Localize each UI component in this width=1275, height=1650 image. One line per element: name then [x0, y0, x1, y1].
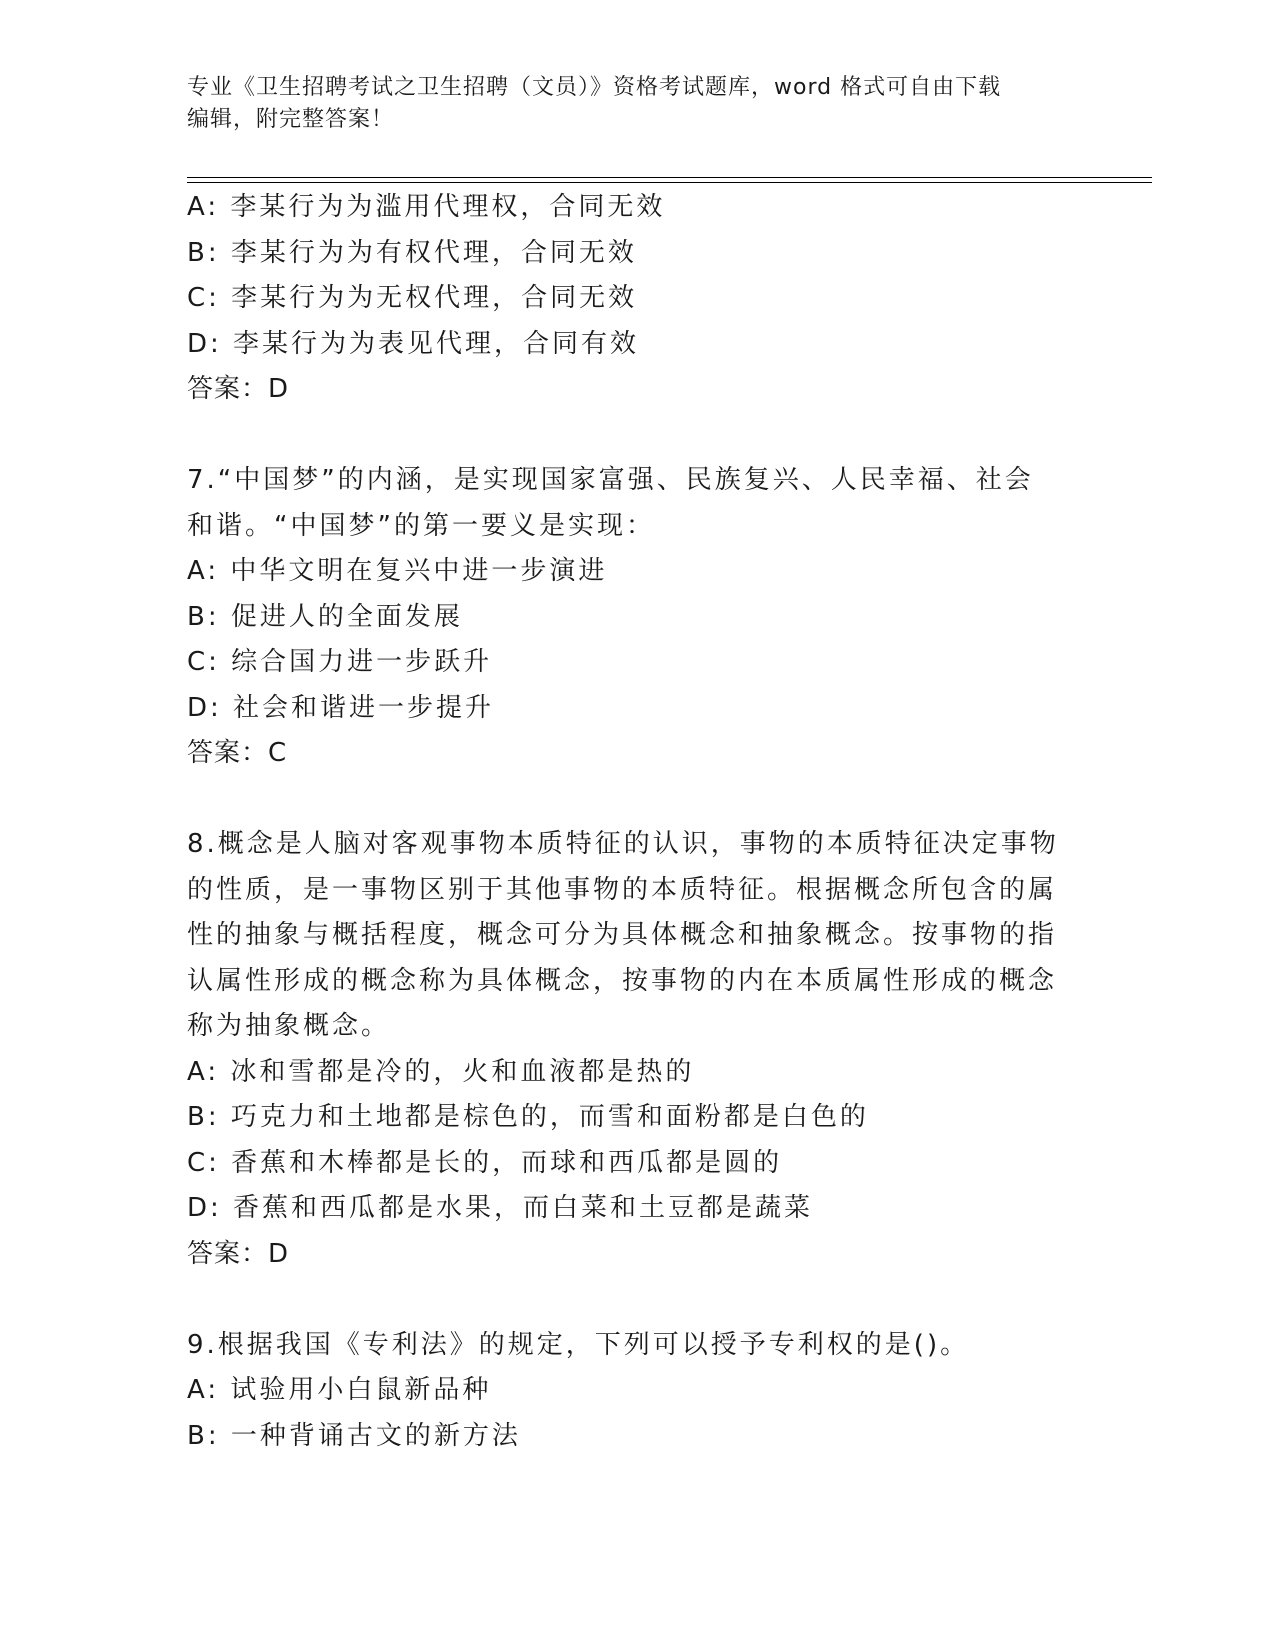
header-line-1: 专业《卫生招聘考试之卫生招聘（文员）》资格考试题库，word 格式可自由下载: [187, 75, 1002, 100]
answer-line: 答案：D: [187, 374, 290, 404]
option-c: C: 李某行为为无权代理，合同无效: [187, 283, 638, 313]
answer-line: 答案：C: [187, 738, 288, 768]
question-9: [187, 1323, 1067, 1460]
option-d: D: 李某行为为表见代理，合同有效: [187, 328, 640, 359]
question-content: [187, 185, 1067, 1459]
header-line-2: 编辑，附完整答案！: [187, 107, 395, 132]
header-double-rule: [187, 177, 1152, 183]
question-6: [187, 185, 1067, 413]
question-stem-line: 称为抽象概念。: [187, 1011, 391, 1041]
document-header: [187, 72, 1067, 136]
question-stem-line: 8.概念是人脑对客观事物本质特征的认识，事物的本质特征决定事物: [187, 829, 1059, 859]
question-stem-line: 和谐。“中国梦”的第一要义是实现：: [187, 510, 655, 541]
option-b: B: 巧克力和土地都是棕色的，而雪和面粉都是白色的: [187, 1102, 869, 1132]
answer-line: 答案：D: [187, 1238, 290, 1269]
option-a: A: 中华文明在复兴中进一步演进: [187, 556, 608, 586]
question-stem-line: 7.“中国梦”的内涵，是实现国家富强、民族复兴、人民幸福、社会: [187, 465, 1034, 495]
question-stem-line: 的性质，是一事物区别于其他事物的本质特征。根据概念所包含的属: [187, 874, 1058, 905]
option-b: B: 一种背诵古文的新方法: [187, 1420, 521, 1451]
option-d: D: 香蕉和西瓜都是水果，而白菜和土豆都是蔬菜: [187, 1193, 814, 1223]
option-a: A: 试验用小白鼠新品种: [187, 1375, 492, 1405]
question-stem-line: 9.根据我国《专利法》的规定，下列可以授予专利权的是()。: [187, 1329, 970, 1360]
option-b: B: 李某行为为有权代理，合同无效: [187, 237, 637, 268]
question-8: [187, 822, 1067, 1277]
option-d: D: 社会和谐进一步提升: [187, 692, 495, 723]
option-b: B: 促进人的全面发展: [187, 601, 463, 632]
question-7: [187, 458, 1067, 777]
question-stem-line: 认属性形成的概念称为具体概念，按事物的内在本质属性形成的概念: [187, 965, 1058, 996]
question-stem-line: 性的抽象与概括程度，概念可分为具体概念和抽象概念。按事物的指: [187, 920, 1058, 950]
option-c: C: 综合国力进一步跃升: [187, 647, 493, 677]
option-c: C: 香蕉和木棒都是长的，而球和西瓜都是圆的: [187, 1147, 783, 1178]
option-a: A: 冰和雪都是冷的，火和血液都是热的: [187, 1056, 695, 1087]
option-a: A: 李某行为为滥用代理权，合同无效: [187, 192, 666, 222]
